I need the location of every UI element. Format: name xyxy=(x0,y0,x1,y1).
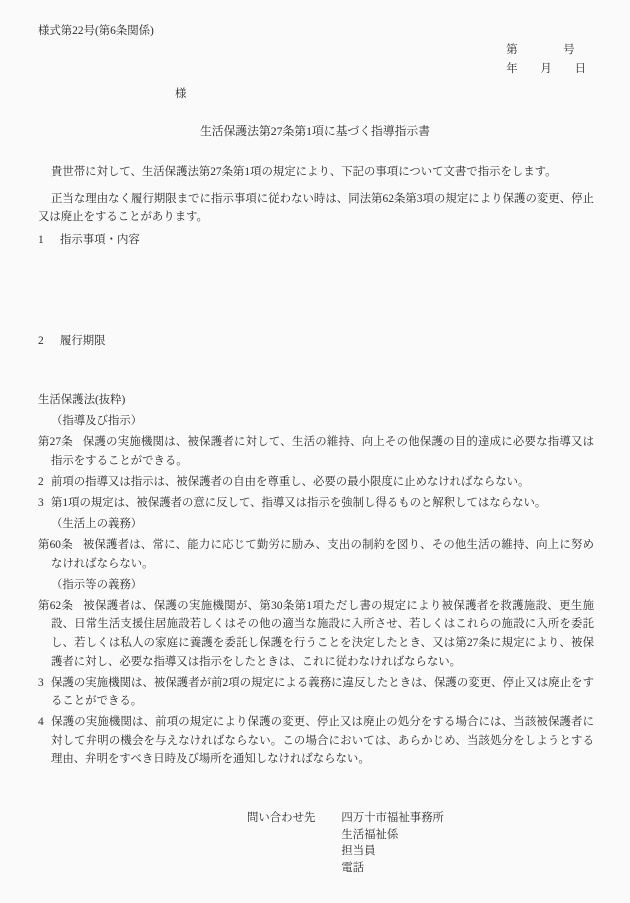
article-text: 被保護者は、常に、能力に応じて勤労に励み、支出の制約を図り、その他生活の維持、向上に努めなければならない。 xyxy=(51,539,594,570)
document-meta xyxy=(506,45,586,76)
article-label: 第27条 xyxy=(38,436,73,449)
body-paragraph-2: 正当な理由なく履行期限までに指示事項に従わない時は、同法第62条第3項の規定により保護の変更、停止又は廃止をすることがあります。 xyxy=(38,192,594,224)
item-text: 第1項の規定は、被保護者の意に反して、指導又は指示を強制し得るものと解釈してはならない。 xyxy=(51,496,547,509)
item-number: 3 xyxy=(38,676,44,689)
law-article-27 xyxy=(38,433,594,470)
item-text: 保護の実施機関は、前項の規定により保護の変更、停止又は廃止の処分をする場合には、当該被保護者に対して弁明の機会を与えなければならない。この場合においては、あらかじめ、当該処分をしようとする理由、弁明をすべき日時及び場所を通知しなければならない。 xyxy=(51,716,594,766)
section-number: 1 xyxy=(38,234,44,246)
law-subheading-guidance: （指導及び指示） xyxy=(51,415,143,428)
law-article-27-item-3 xyxy=(38,494,594,513)
law-excerpt-heading: 生活保護法(抜粋) xyxy=(38,394,126,406)
section-number: 2 xyxy=(38,335,44,347)
law-article-62-item-3 xyxy=(38,674,594,711)
body-paragraph-1: 貴世帯に対して、生活保護法第27条第1項の規定により、下記の事項について文書で指示をします。 xyxy=(51,166,557,178)
contact-division: 生活福祉係 xyxy=(341,828,399,841)
form-number: 様式第22号(第6条関係) xyxy=(38,25,154,37)
item-text: 前項の指導又は指示は、被保護者の自由を尊重し、必要の最小限度に止めなければならない。 xyxy=(51,475,530,488)
item-number: 3 xyxy=(38,496,44,509)
contact-details xyxy=(341,810,444,876)
addressee-honorific: 様 xyxy=(175,88,187,100)
contact-phone: 電話 xyxy=(341,861,365,874)
section-label: 履行期限 xyxy=(60,335,106,347)
law-article-60 xyxy=(38,536,594,573)
document-date-line: 年 月 日 xyxy=(506,63,586,76)
article-text: 保護の実施機関は、被保護者に対して、生活の維持、向上その他保護の目的達成に必要な指導又は指示をすることができる。 xyxy=(51,436,594,467)
contact-staff: 担当員 xyxy=(341,845,376,858)
article-label: 第60条 xyxy=(38,539,73,552)
article-label: 第62条 xyxy=(38,599,74,612)
section-label: 指示事項・内容 xyxy=(60,234,140,246)
law-excerpt-block xyxy=(38,391,594,771)
contact-block xyxy=(247,810,444,876)
law-subheading-living-duty: （生活上の義務） xyxy=(51,517,143,530)
section-heading-deadline xyxy=(38,336,106,347)
item-number: 2 xyxy=(38,475,44,488)
law-subheading-instruction-duty: （指示等の義務） xyxy=(51,578,143,591)
law-article-62-item-4 xyxy=(38,713,594,769)
law-article-27-item-2 xyxy=(38,473,594,492)
body-text xyxy=(38,163,594,235)
section-heading-instructions xyxy=(38,235,140,246)
contact-label: 問い合わせ先 xyxy=(247,812,316,824)
article-text: 被保護者は、保護の実施機関が、第30条第1項ただし書の規定により被保護者を救護施設、更生施設、日常生活支援住居施設若しくはその他の適当な施設に入所させ、若しくはこれらの施設に入所を委託し、若しくは私人の家庭に養護を委託し保護を行うことを決定したとき、又は第27条に規定により、被保護者に対し、必要な指導又は指示をしたときは、これに従わなければならない。 xyxy=(51,599,594,668)
item-number: 4 xyxy=(38,716,44,729)
document-number-line: 第 号 xyxy=(506,44,575,56)
item-text: 保護の実施機関は、被保護者が前2項の規定による義務に違反したときは、保護の変更、停止又は廃止をすることができる。 xyxy=(51,676,594,708)
document-title: 生活保護法第27条第1項に基づく指導指示書 xyxy=(199,124,431,138)
contact-office: 四万十市福祉事務所 xyxy=(341,812,444,824)
law-article-62 xyxy=(38,597,594,671)
